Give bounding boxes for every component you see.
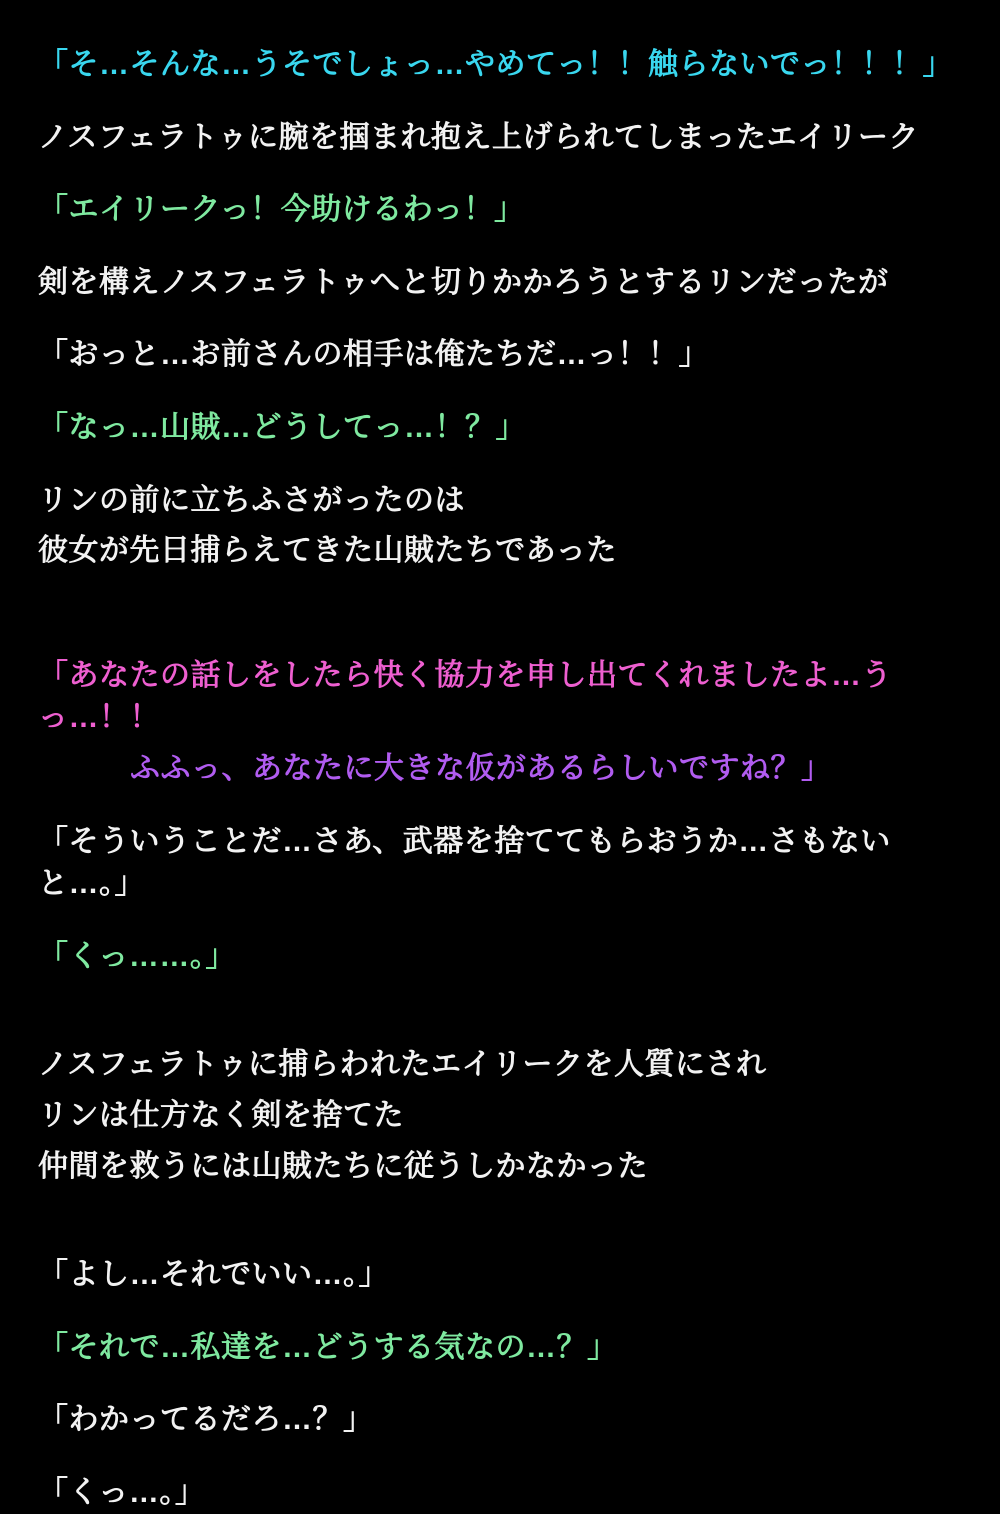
- dialogue-line-bandit-2: 「そういうことだ…さあ、武器を捨ててもらおうか…さもないと…。」: [38, 824, 891, 901]
- dialogue-line-eirika-1: 「そ…そんな…うそでしょっ…やめてっ！！触らないでっ！！！」: [38, 48, 953, 81]
- section-spacer-2: [38, 1008, 960, 1044]
- dialogue-line-bandit-4: 「わかってるだろ…？」: [38, 1403, 374, 1437]
- dialogue-line-villain-1b: ふふっ、あなたに大きな仮があるらしいですね？」: [130, 751, 832, 785]
- dialogue-line-lyn-3: 「くっ……。」: [38, 939, 236, 973]
- narration-line-3b: 彼女が先日捕らえてきた山賊たちであった: [38, 534, 617, 568]
- section-spacer-3: [38, 1218, 960, 1254]
- narration-line-4c: 仲間を救うには山賊たちに従うしかなかった: [38, 1149, 648, 1183]
- narration-line-3a: リンの前に立ちふさがったのは: [38, 483, 465, 517]
- narration-line-1: ノスフェラトゥに腕を掴まれ抱え上げられてしまったエイリーク: [38, 120, 920, 154]
- section-spacer-1: [38, 603, 960, 655]
- dialogue-line-lyn-2: 「なっ…山賊…どうしてっ…！？」: [38, 410, 526, 444]
- narration-line-4a: ノスフェラトゥに捕らわれたエイリークを人質にされ: [38, 1048, 767, 1082]
- dialogue-line-lyn-4: 「それで…私達を…どうする気なの…？」: [38, 1330, 618, 1364]
- dialogue-line-bandit-3: 「よし…それでいい…。」: [38, 1258, 389, 1292]
- dialogue-line-lyn-5: 「くっ…。」: [38, 1475, 206, 1509]
- dialogue-line-lyn-1: 「エイリークっ！今助けるわっ！」: [38, 193, 525, 227]
- dialogue-line-bandit-1: 「おっと…お前さんの相手は俺たちだ…っ！！」: [38, 338, 709, 372]
- narration-line-4b: リンは仕方なく剣を捨てた: [38, 1098, 404, 1132]
- narration-line-2: 剣を構えノスフェラトゥへと切りかかろうとするリンだったが: [38, 265, 889, 299]
- dialogue-line-villain-1a: 「あなたの話しをしたら快く協力を申し出てくれましたよ…うっ…！！: [38, 658, 892, 735]
